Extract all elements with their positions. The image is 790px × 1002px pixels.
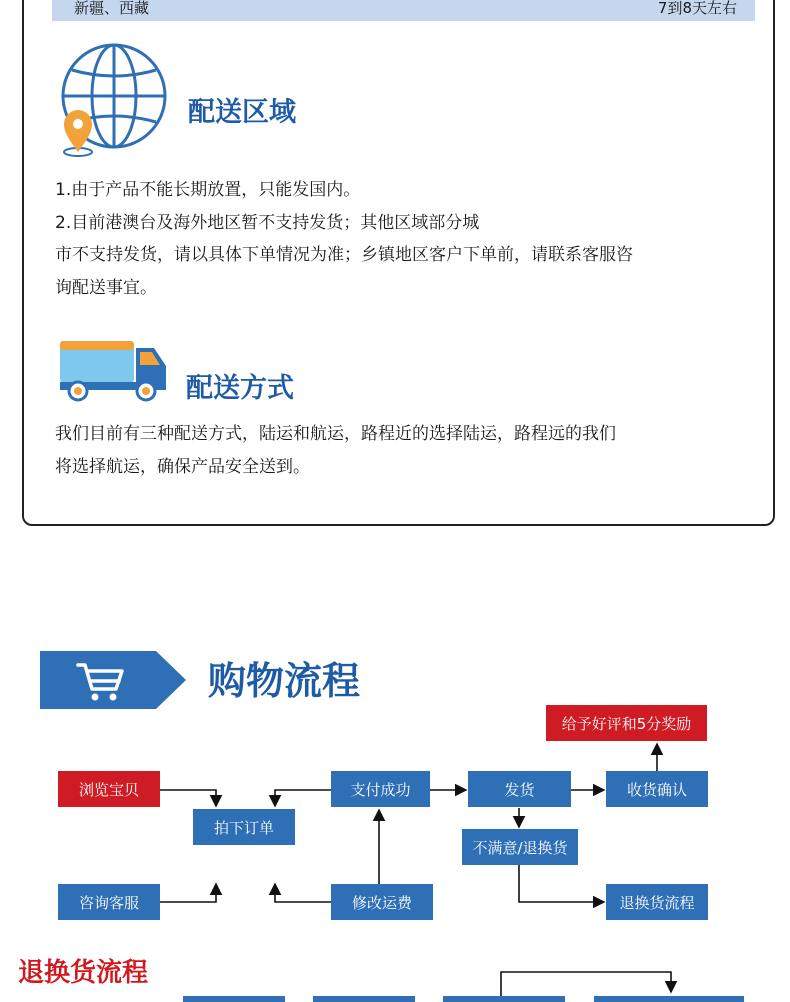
return-step-box — [183, 996, 285, 1002]
delivery-method-line: 将选择航运，确保产品安全送到。 — [55, 456, 310, 477]
return-flow-box: 退换货流程 — [606, 884, 708, 920]
return-step-box — [443, 996, 565, 1002]
delivery-area-line: 2.目前港澳台及海外地区暂不支持发货；其他区域部分城 — [55, 212, 480, 233]
return-step-box — [313, 996, 415, 1002]
pay-box: 支付成功 — [331, 771, 430, 807]
ship-box: 发货 — [468, 771, 571, 807]
unsatisfied-box: 不满意/退换货 — [462, 829, 578, 865]
delivery-area-line: 询配送事宜。 — [55, 277, 157, 298]
delivery-method-line: 我们目前有三种配送方式，陆运和航运，路程近的选择陆运，路程远的我们 — [55, 424, 616, 444]
modify-box: 修改运费 — [331, 884, 433, 920]
delivery-area-line: 1.由于产品不能长期放置，只能发国内。 — [55, 180, 361, 200]
delivery-area-line: 市不支持发货，请以具体下单情况为准；乡镇地区客户下单前，请联系客服咨 — [55, 245, 633, 265]
shopping-flow-title: 购物流程 — [208, 659, 361, 703]
order-box: 拍下订单 — [193, 809, 295, 845]
browse-box: 浏览宝贝 — [58, 771, 160, 807]
consult-box: 咨询客服 — [58, 884, 160, 920]
delivery-area-title: 配送区域 — [188, 97, 296, 128]
delivery-method-title: 配送方式 — [186, 373, 294, 404]
review-box: 给予好评和5分奖励 — [546, 705, 707, 741]
delivery-time: 7到8天左右 — [657, 0, 737, 17]
region-name: 新疆、西藏 — [74, 0, 150, 17]
return-section-title: 退换货流程 — [18, 958, 149, 988]
return-step-box — [594, 996, 744, 1002]
receive-box: 收货确认 — [606, 771, 708, 807]
